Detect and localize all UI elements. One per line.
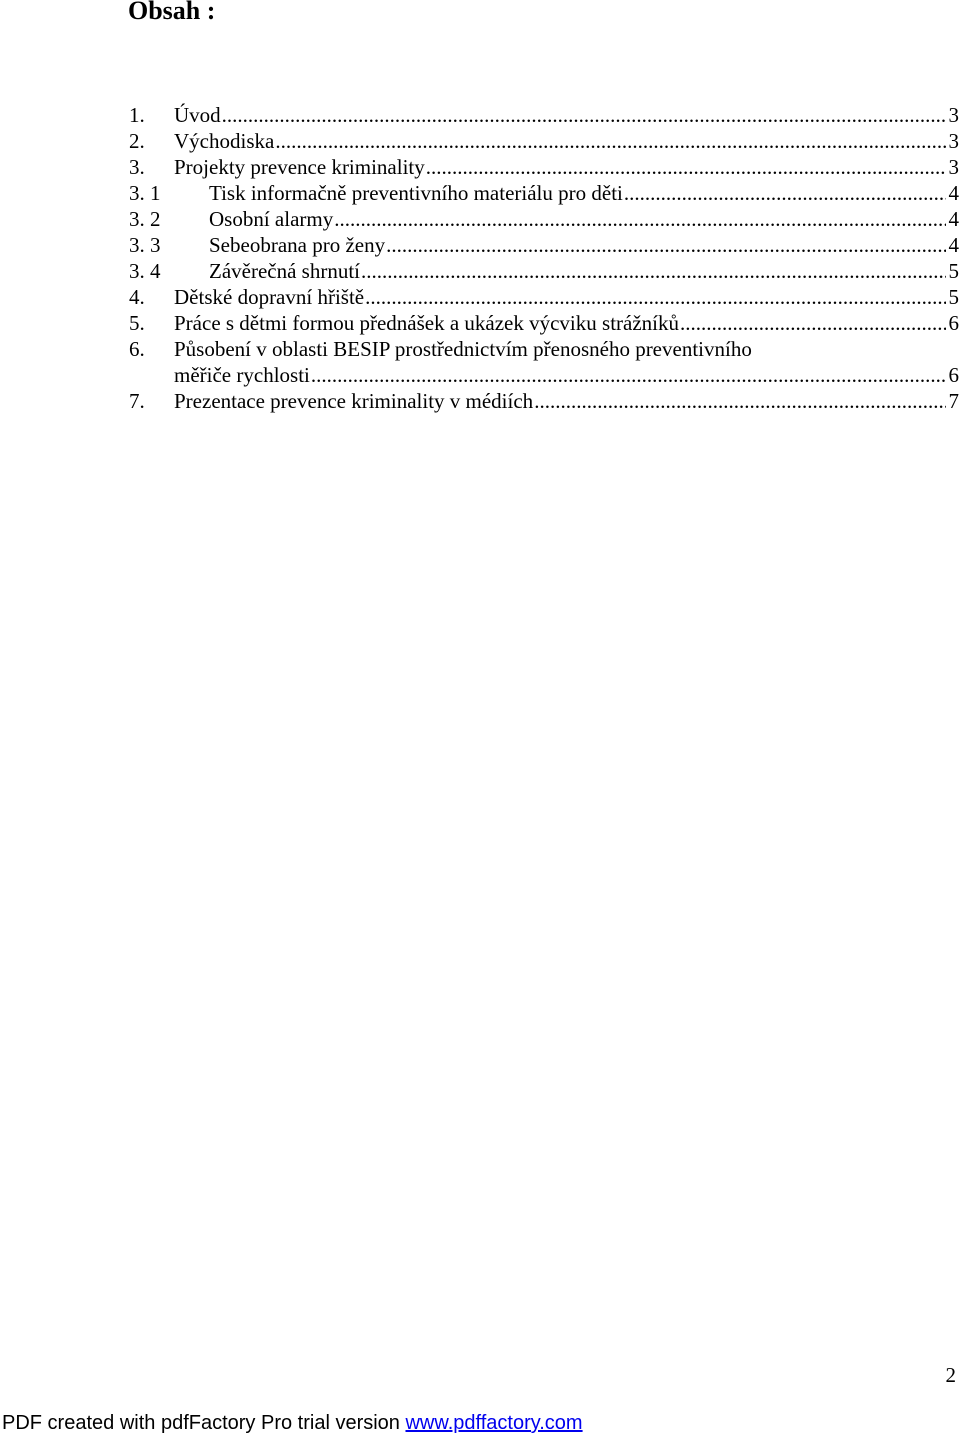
toc-entry-number: 4.	[129, 285, 145, 309]
toc-entry-title: Osobní alarmy	[209, 207, 334, 231]
toc-entry-title: Sebeobrana pro ženy	[209, 233, 386, 257]
toc-entry-number: 7.	[129, 389, 145, 413]
toc-entry-6-continuation	[129, 362, 959, 388]
toc-entry-number: 2.	[129, 129, 145, 153]
toc-dot-leader	[426, 154, 946, 180]
toc-entry-page: 4	[948, 207, 959, 231]
toc-entry-page: 5	[948, 259, 959, 283]
toc-entry-3-4	[129, 258, 959, 284]
toc-dot-leader	[311, 362, 946, 388]
toc-entry-1	[129, 102, 959, 128]
toc-entry-page: 3	[948, 155, 959, 179]
toc-entry-title: Projekty prevence kriminality	[174, 155, 425, 179]
toc-dot-leader	[386, 232, 946, 258]
toc-entry-title: Východiska	[174, 129, 275, 153]
toc-entry-7	[129, 388, 959, 414]
toc-entry-page: 3	[948, 129, 959, 153]
toc-entry-page: 5	[948, 285, 959, 309]
toc-dot-leader	[534, 388, 946, 414]
toc-entry-3-1	[129, 180, 959, 206]
toc-entry-page: 6	[948, 311, 959, 335]
toc-entry-3-3	[129, 232, 959, 258]
footer-link[interactable]: www.pdffactory.com	[405, 1412, 583, 1434]
page-title: Obsah :	[128, 0, 216, 25]
toc-entry-title: Závěrečná shrnutí	[209, 259, 361, 283]
toc-dot-leader	[365, 284, 946, 310]
toc-dot-leader	[624, 180, 946, 206]
page-number: 2	[945, 1363, 956, 1387]
toc-entry-page: 4	[948, 233, 959, 257]
toc-entry-title: Dětské dopravní hřiště	[174, 285, 365, 309]
toc-dot-leader	[334, 206, 946, 232]
toc-dot-leader	[361, 258, 946, 284]
toc-entry-6	[129, 336, 959, 362]
table-of-contents	[129, 102, 959, 414]
toc-entry-number: 3. 3	[129, 233, 161, 257]
footer-text: PDF created with pdfFactory Pro trial version	[2, 1412, 406, 1434]
toc-entry-title: Práce s dětmi formou přednášek a ukázek výcviku strážníků	[174, 311, 679, 335]
toc-entry-number: 3. 4	[129, 259, 161, 283]
toc-entry-page: 4	[948, 181, 959, 205]
toc-entry-title: měřiče rychlosti	[174, 363, 310, 387]
pdf-footer	[2, 1410, 583, 1436]
toc-entry-title: Úvod	[174, 103, 221, 127]
toc-entry-page: 7	[948, 389, 959, 413]
toc-entry-title: Tisk informačně preventivního materiálu pro děti	[209, 181, 623, 205]
toc-entry-2	[129, 128, 959, 154]
toc-entry-number: 1.	[129, 103, 145, 127]
toc-entry-number: 3. 1	[129, 181, 161, 205]
toc-dot-leader	[275, 128, 946, 154]
toc-entry-number: 5.	[129, 311, 145, 335]
toc-dot-leader	[222, 102, 946, 128]
toc-entry-title: Prezentace prevence kriminality v médiích	[174, 389, 534, 413]
toc-entry-page: 3	[948, 103, 959, 127]
toc-entry-title: Působení v oblasti BESIP prostřednictvím přenosného preventivního	[174, 337, 752, 361]
toc-entry-3-2	[129, 206, 959, 232]
toc-entry-3	[129, 154, 959, 180]
toc-entry-number: 3. 2	[129, 207, 161, 231]
toc-entry-page: 6	[948, 363, 959, 387]
toc-dot-leader	[680, 310, 946, 336]
toc-entry-number: 6.	[129, 337, 145, 361]
toc-entry-4	[129, 284, 959, 310]
toc-entry-number: 3.	[129, 155, 145, 179]
toc-entry-5	[129, 310, 959, 336]
